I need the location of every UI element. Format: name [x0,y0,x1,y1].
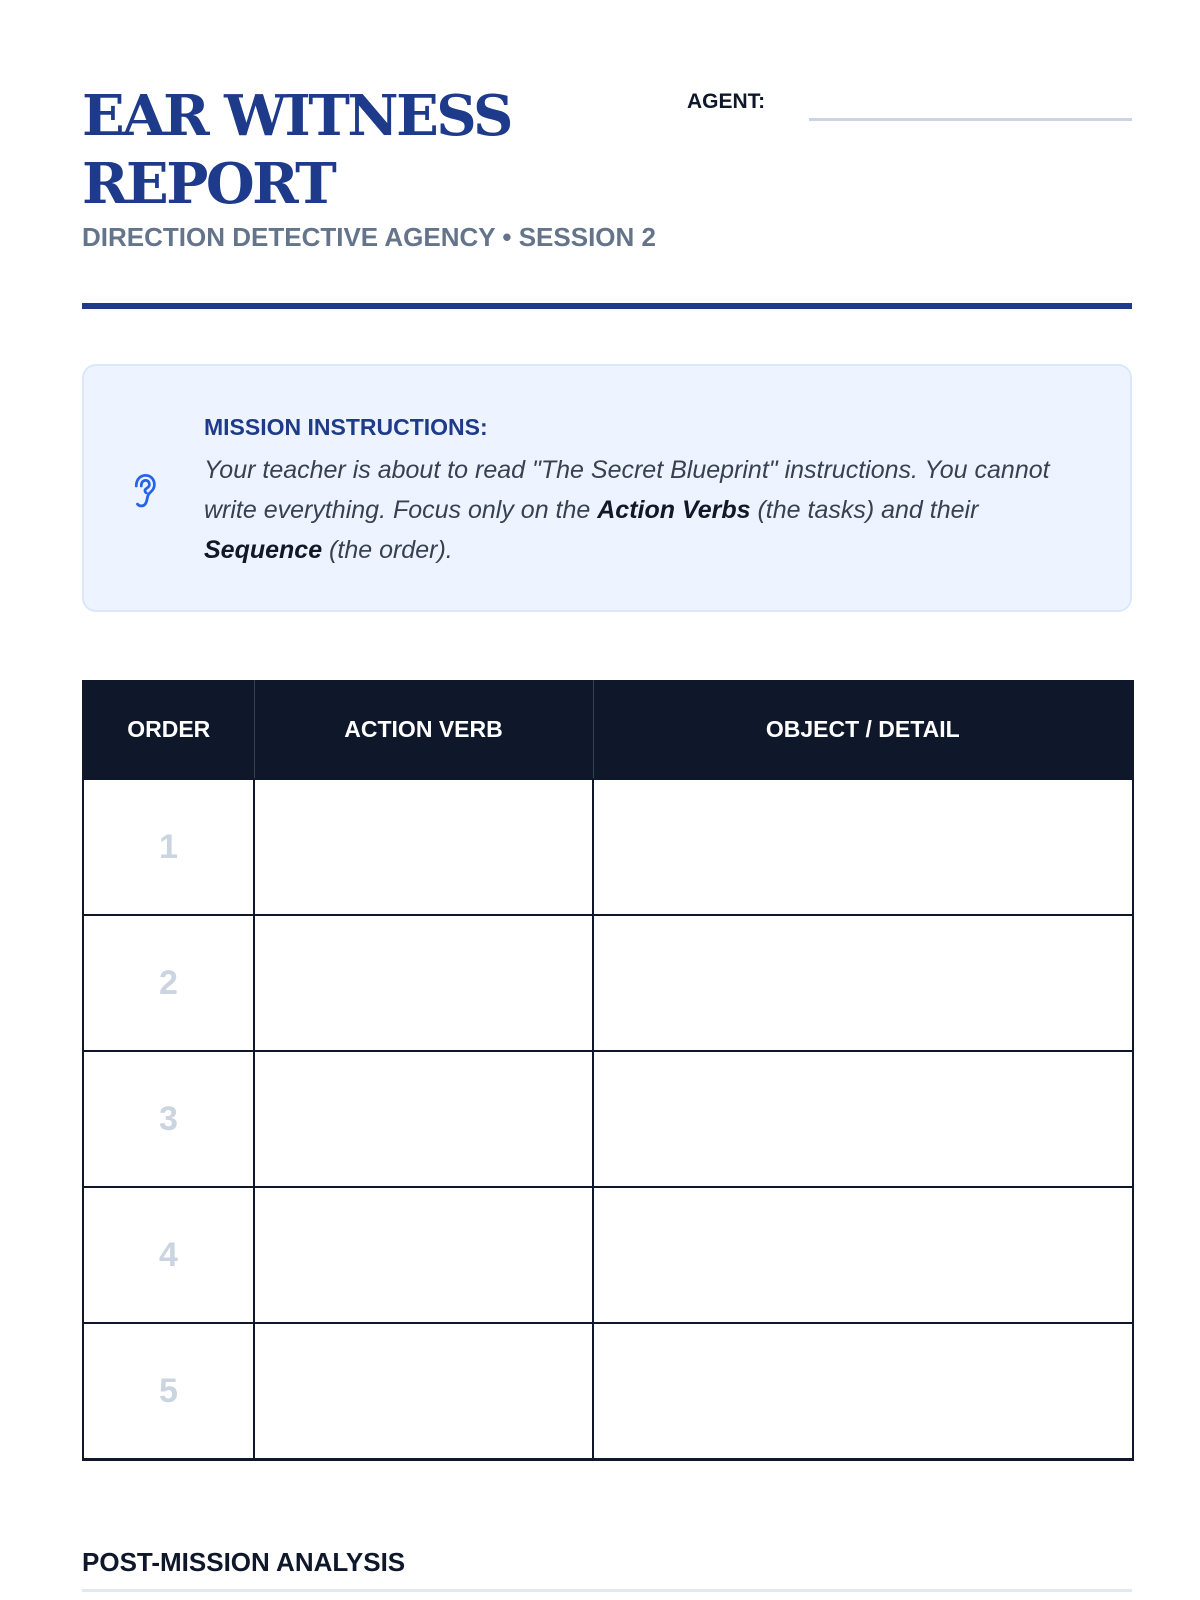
order-number: 3 [83,1051,254,1187]
object-detail-cell[interactable] [593,779,1133,915]
order-number: 2 [83,915,254,1051]
instructions-action-verbs: Action Verbs [597,496,751,524]
action-verb-cell[interactable] [254,1323,593,1460]
object-detail-cell[interactable] [593,915,1133,1051]
post-mission-divider [82,1589,1132,1592]
column-header-action-verb: ACTION VERB [254,680,593,779]
agent-label: AGENT: [687,90,766,113]
page-title [82,82,642,218]
action-verb-cell[interactable] [254,915,593,1051]
mission-instructions-box [82,364,1132,612]
table-row [83,1187,1133,1323]
action-verb-cell[interactable] [254,1187,593,1323]
header-divider [82,303,1132,309]
object-detail-cell[interactable] [593,1051,1133,1187]
table-row [83,915,1133,1051]
table-row [83,1051,1133,1187]
instructions-title: MISSION INSTRUCTIONS: [204,414,488,440]
object-detail-cell[interactable] [593,1323,1133,1460]
object-detail-cell[interactable] [593,1187,1133,1323]
worksheet-page [82,0,1132,1600]
order-number: 1 [83,779,254,915]
ear-icon [130,472,160,510]
instructions-text-part-1: Your teacher is about to read "The Secret Blueprint" instructions. You cannot write everything. Focus only on the [204,456,1050,524]
agent-name-field[interactable] [809,118,1132,121]
action-verb-cell[interactable] [254,1051,593,1187]
table-row [83,1323,1133,1460]
action-log-table [82,680,1134,1461]
instructions-text-part-2: (the tasks) and their [750,496,979,524]
order-number: 5 [83,1323,254,1460]
page-subtitle: DIRECTION DETECTIVE AGENCY • SESSION 2 [82,222,656,252]
instructions-text [204,450,1084,570]
order-number: 4 [83,1187,254,1323]
column-header-order: ORDER [83,680,254,779]
table-row [83,779,1133,915]
post-mission-title: POST-MISSION ANALYSIS [82,1547,406,1577]
report-header [82,82,1132,262]
instructions-sequence: Sequence [204,536,323,564]
action-verb-cell[interactable] [254,779,593,915]
page-title-line-1: EAR WITNESS [82,83,511,149]
column-header-object-detail: OBJECT / DETAIL [593,680,1133,779]
table-header-row [83,680,1133,779]
instructions-text-part-3: (the order). [322,536,453,564]
page-title-line-2: REPORT [82,151,335,217]
